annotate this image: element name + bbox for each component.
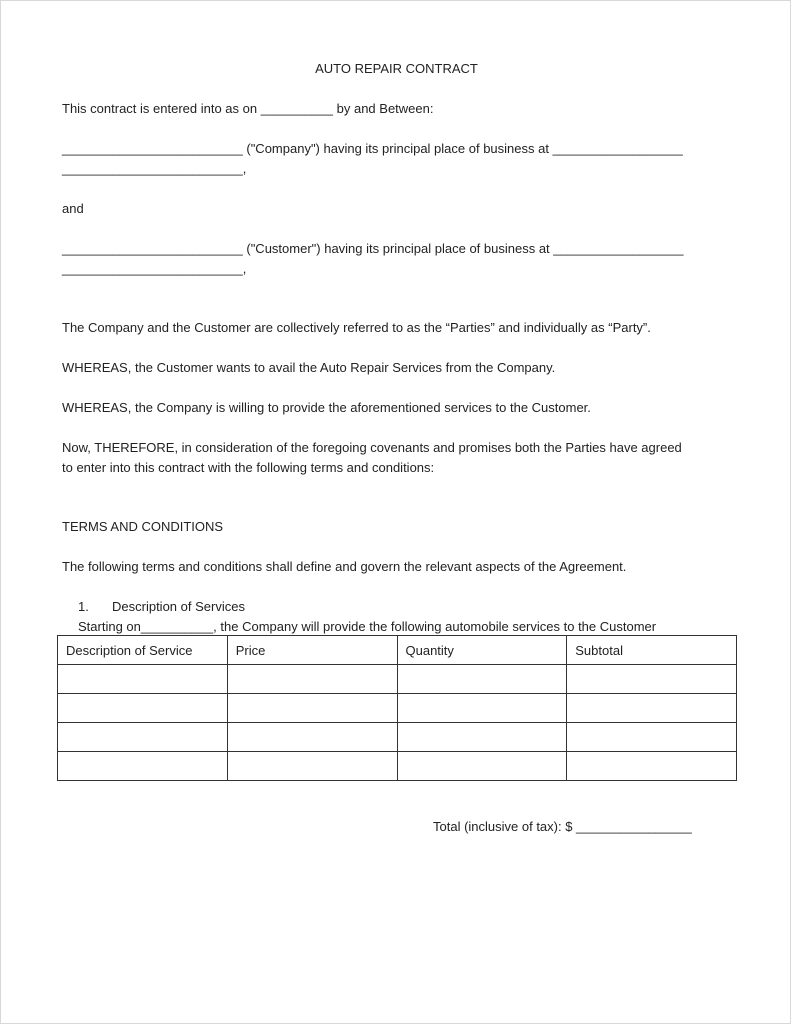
table-cell — [567, 665, 737, 694]
header-description-of-service: Description of Service — [58, 636, 228, 665]
therefore-paragraph: Now, THEREFORE, in consideration of the foregoing covenants and promises both the Parties have agreed — [62, 440, 682, 455]
whereas-company-paragraph: WHEREAS, the Company is willing to provide the aforementioned services to the Customer. — [62, 400, 591, 415]
item-description: Starting on__________, the Company will provide the following automobile services to the Customer — [78, 619, 657, 634]
table-cell — [567, 723, 737, 752]
total-line: Total (inclusive of tax): $ ________________ — [433, 819, 692, 834]
terms-heading: TERMS AND CONDITIONS — [62, 519, 224, 534]
table-row — [58, 694, 737, 723]
table-cell — [58, 752, 228, 781]
terms-intro: The following terms and conditions shall define and govern the relevant aspects of the Agreement. — [62, 559, 627, 574]
table-cell — [397, 723, 567, 752]
table-cell — [58, 665, 228, 694]
intro-line: This contract is entered into as on __________ by and Between: — [62, 101, 434, 116]
header-quantity: Quantity — [397, 636, 567, 665]
services-table — [57, 635, 737, 781]
table-row — [58, 723, 737, 752]
table-cell — [227, 665, 397, 694]
company-line: _________________________ ("Company") having its principal place of business at __________________ — [62, 141, 683, 156]
company-line-continued: _________________________, — [62, 161, 247, 176]
header-price: Price — [227, 636, 397, 665]
and-line: and — [62, 201, 84, 216]
table-cell — [227, 694, 397, 723]
table-cell — [567, 694, 737, 723]
table-header-row — [58, 636, 737, 665]
table-cell — [58, 694, 228, 723]
whereas-customer-paragraph: WHEREAS, the Customer wants to avail the Auto Repair Services from the Company. — [62, 360, 556, 375]
table-row — [58, 665, 737, 694]
contract-title: AUTO REPAIR CONTRACT — [315, 61, 478, 76]
table-cell — [227, 752, 397, 781]
item-title: Description of Services — [112, 599, 245, 614]
customer-line: _________________________ ("Customer") having its principal place of business at __________________ — [62, 241, 684, 256]
header-subtotal: Subtotal — [567, 636, 737, 665]
table-row — [58, 752, 737, 781]
item-number: 1. — [78, 599, 89, 614]
parties-paragraph: The Company and the Customer are collectively referred to as the “Parties” and individually as “Party”. — [62, 320, 651, 335]
table-cell — [397, 694, 567, 723]
table-cell — [397, 752, 567, 781]
therefore-paragraph-continued: to enter into this contract with the following terms and conditions: — [62, 460, 435, 475]
table-cell — [567, 752, 737, 781]
customer-line-continued: _________________________, — [62, 261, 247, 276]
table-cell — [58, 723, 228, 752]
table-cell — [397, 665, 567, 694]
table-cell — [227, 723, 397, 752]
